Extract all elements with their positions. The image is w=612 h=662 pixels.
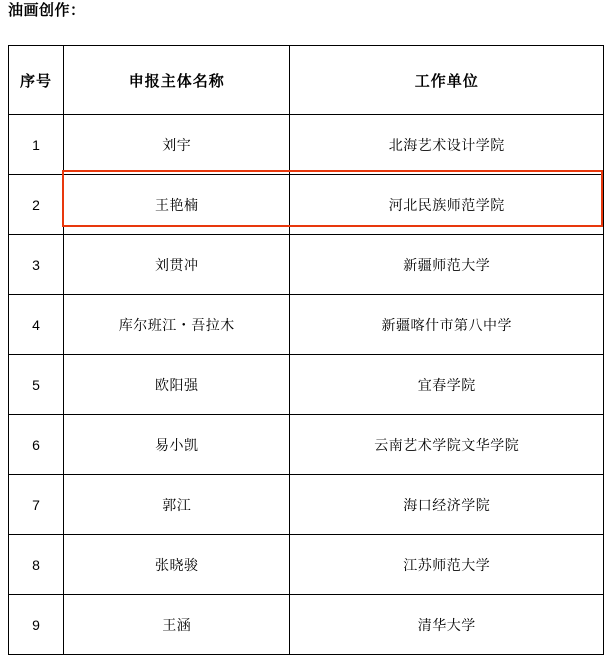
cell-name: 库尔班江・吾拉木 [64,295,290,355]
cell-index: 2 [9,175,64,235]
cell-organization: 新疆师范大学 [290,235,604,295]
cell-index: 1 [9,115,64,175]
table-header-row [9,46,604,115]
cell-organization: 清华大学 [290,595,604,655]
table-header [9,46,604,115]
cell-index: 3 [9,235,64,295]
cell-index: 7 [9,475,64,535]
cell-index: 8 [9,535,64,595]
cell-name: 刘宇 [64,115,290,175]
table-row [9,235,604,295]
cell-name: 欧阳强 [64,355,290,415]
cell-organization: 云南艺术学院文华学院 [290,415,604,475]
cell-organization: 江苏师范大学 [290,535,604,595]
cell-name: 张晓骏 [64,535,290,595]
cell-organization: 海口经济学院 [290,475,604,535]
cell-name: 王艳楠 [64,175,290,235]
table-row [9,115,604,175]
applicants-table-wrapper [8,45,604,655]
column-header-index: 序号 [9,46,64,115]
cell-organization: 河北民族师范学院 [290,175,604,235]
cell-name: 王涵 [64,595,290,655]
page-title: 油画创作： [8,2,86,19]
table-row [9,295,604,355]
table-row [9,415,604,475]
cell-organization: 北海艺术设计学院 [290,115,604,175]
cell-name: 刘贯冲 [64,235,290,295]
cell-name: 郭江 [64,475,290,535]
cell-index: 6 [9,415,64,475]
cell-name: 易小凯 [64,415,290,475]
applicants-table [8,45,604,655]
cell-index: 9 [9,595,64,655]
cell-index: 4 [9,295,64,355]
table-row [9,475,604,535]
cell-organization: 新疆喀什市第八中学 [290,295,604,355]
cell-index: 5 [9,355,64,415]
table-body [9,115,604,655]
table-row [9,355,604,415]
table-row [9,175,604,235]
table-row [9,535,604,595]
table-row [9,595,604,655]
column-header-organization: 工作单位 [290,46,604,115]
column-header-name: 申报主体名称 [64,46,290,115]
cell-organization: 宜春学院 [290,355,604,415]
